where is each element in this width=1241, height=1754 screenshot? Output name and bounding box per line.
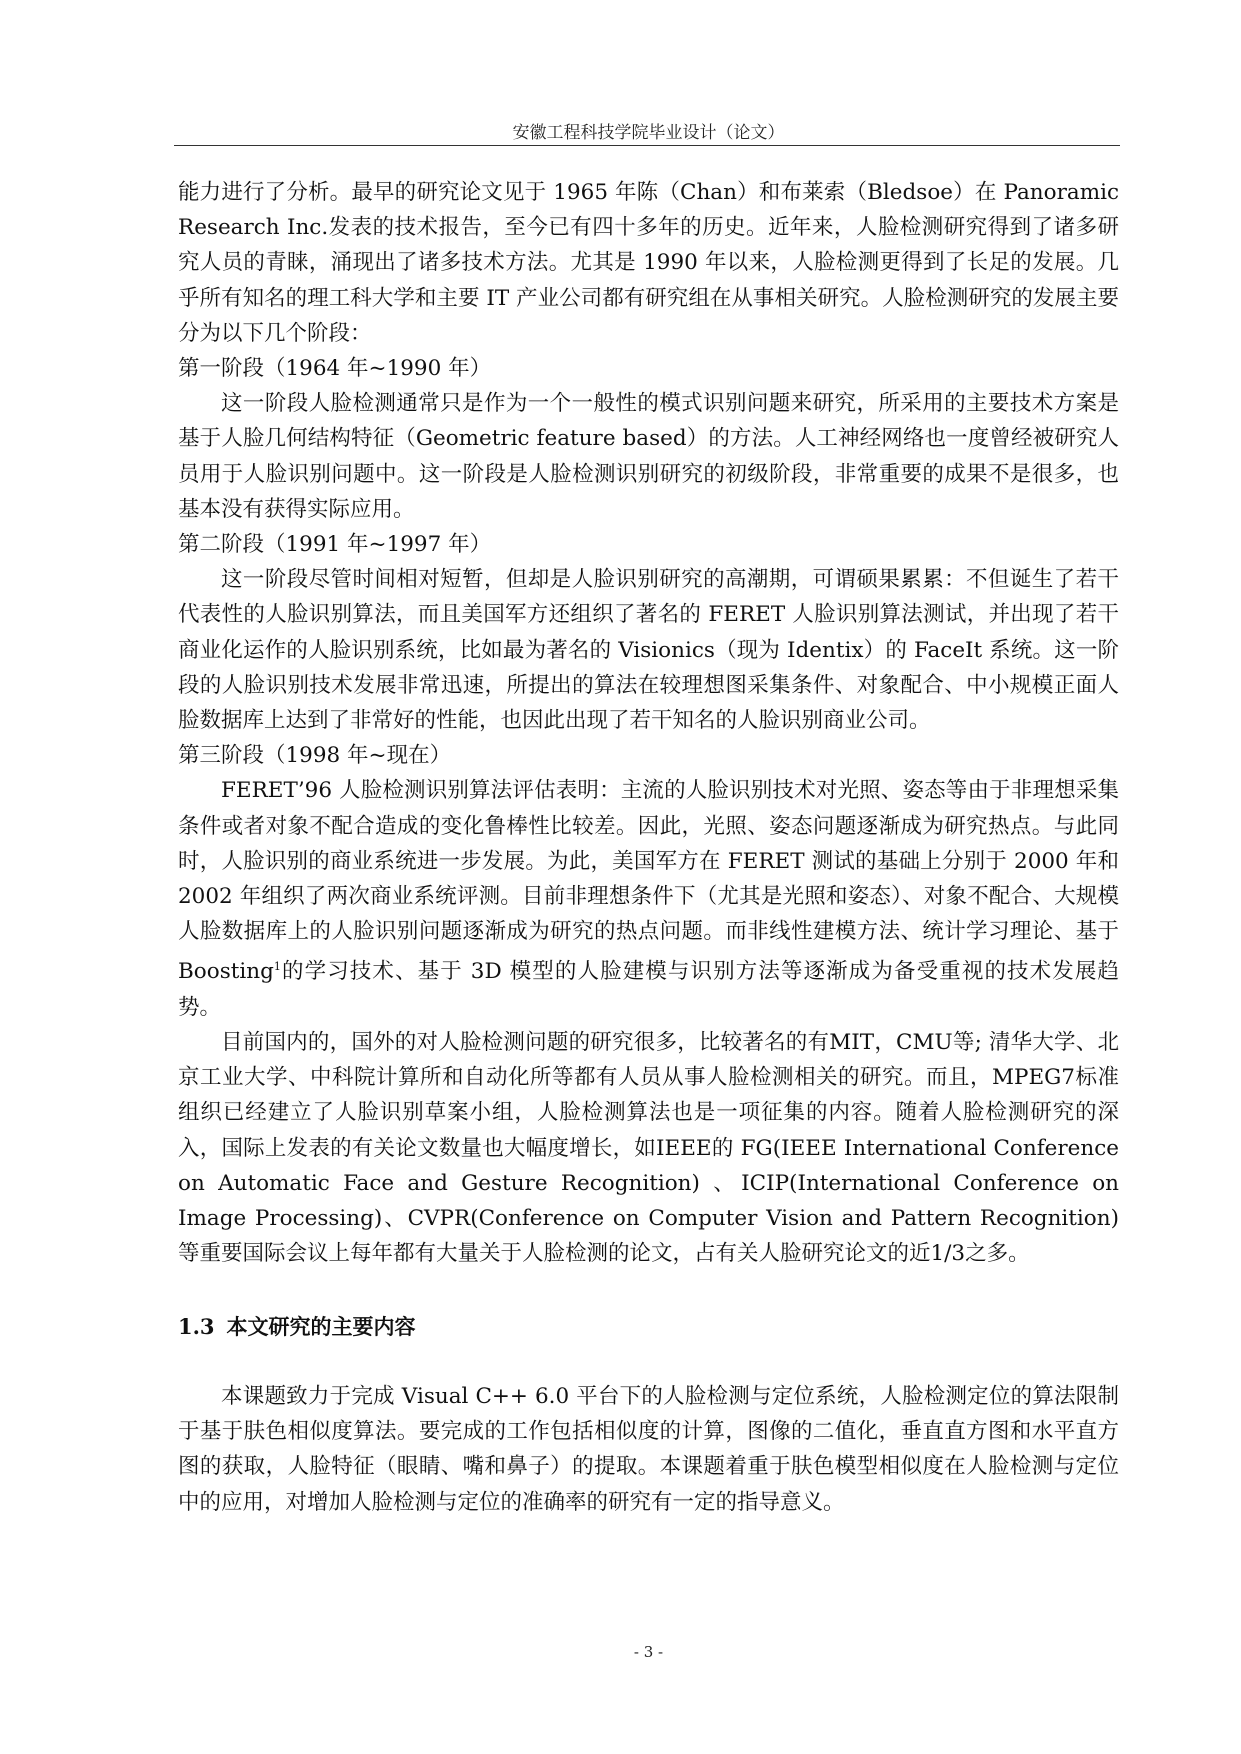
section-number: 1.3 (178, 1314, 215, 1339)
stage-1-paragraph: 这一阶段人脸检测通常只是作为一个一般性的模式识别问题来研究，所采用的主要技术方案是基于人脸几何结构特征（Geometric feature based）的方法。人工神经网络也一度曾经被研究人员用于人脸识别问题中。这一阶段是人脸检测识别研究的初级阶段，非常重要的成果不是很多，也基本没有获得实际应用。 (178, 391, 1119, 522)
header-rule (174, 145, 1120, 146)
section-body (178, 1379, 1119, 1520)
paragraph-history: 能力进行了分析。最早的研究论文见于 1965 年陈（Chan）和布莱索（Bledsoe）在 Panoramic Research Inc.发表的技术报告，至今已有四十多年的历史。近年来，人脸检测研究得到了诸多研究人员的青睐，涌现出了诸多技术方法。尤其是 1990 年以来，人脸检测更得到了长足的发展。几乎所有知名的理工科大学和主要 IT 产业公司都有研究组在从事相关研究。人脸检测研究的发展主要分为以下几个阶段： (178, 180, 1119, 346)
footnote-marker: 1 (273, 960, 281, 974)
stage-3-text-b: 的学习技术、基于 3D 模型的人脸建模与识别方法等逐渐成为备受重视的技术发展趋势。 (178, 959, 1119, 1020)
section-paragraph: 本课题致力于完成 Visual C++ 6.0 平台下的人脸检测与定位系统，人脸检测定位的算法限制于基于肤色相似度算法。要完成的工作包括相似度的计算，图像的二值化，垂直直方图和水平直方图的获取，人脸特征（眼睛、嘴和鼻子）的提取。本课题着重于肤色模型相似度在人脸检测与定位中的应用，对增加人脸检测与定位的准确率的研究有一定的指导意义。 (178, 1384, 1119, 1515)
stage-3-paragraph (178, 773, 1119, 1025)
stage-3-title: 第三阶段（1998 年~现在） (178, 743, 452, 769)
page-number: - 3 - (633, 1643, 664, 1661)
body-text (178, 175, 1119, 1271)
section-heading (178, 1309, 1119, 1344)
stage-2-paragraph: 这一阶段尽管时间相对短暂，但却是人脸识别研究的高潮期，可谓硕果累累：不但诞生了若干代表性的人脸识别算法，而且美国军方还组织了著名的 FERET 人脸识别算法测试，并出现了若干商业化运作的人脸识别系统，比如最为著名的 Visionics（现为 Identix）的 FaceIt 系统。这一阶段的人脸识别技术发展非常迅速，所提出的算法在较理想图采集条件、对象配合、中小规模正面人脸数据库上达到了非常好的性能，也因此出现了若干知名的人脸识别商业公司。 (178, 567, 1119, 734)
stage-2-title: 第二阶段（1991 年~1997 年） (178, 532, 492, 558)
running-header: 安徽工程科技学院毕业设计（论文） (512, 123, 785, 143)
paragraph-domestic-research: 目前国内的，国外的对人脸检测问题的研究很多，比较著名的有MIT，CMU等; 清华大学、北京工业大学、中科院计算所和自动化所等都有人员从事人脸检测相关的研究。而且，MPEG7标准组织已经建立了人脸识别草案小组，人脸检测算法也是一项征集的内容。随着人脸检测研究的深入，国际上发表的有关论文数量也大幅度增长，如IEEE的 FG(IEEE International Conference on Automatic Face and Gesture Recognition) 、ICIP(International Conference on Image Processing)、CVPR(Conference on Computer Vision and Pattern Recognition)等重要国际会议上每年都有大量关于人脸检测的论文，占有关人脸研究论文的近1/3之多。 (178, 1030, 1119, 1267)
stage-3-text-a: FERET’96 人脸检测识别算法评估表明：主流的人脸识别技术对光照、姿态等由于非理想采集条件或者对象不配合造成的变化鲁棒性比较差。因此，光照、姿态问题逐渐成为研究热点。与此同时，人脸识别的商业系统进一步发展。为此，美国军方在 FERET 测试的基础上分别于 2000 年和 2002 年组织了两次商业系统评测。目前非理想条件下（尤其是光照和姿态）、对象不配合、大规模人脸数据库上的人脸识别问题逐渐成为研究的热点问题。而非线性建模方法、统计学习理论、基于 Boosting (178, 778, 1119, 985)
section-title: 本文研究的主要内容 (226, 1314, 416, 1339)
stage-1-title: 第一阶段（1964 年~1990 年） (178, 356, 492, 382)
